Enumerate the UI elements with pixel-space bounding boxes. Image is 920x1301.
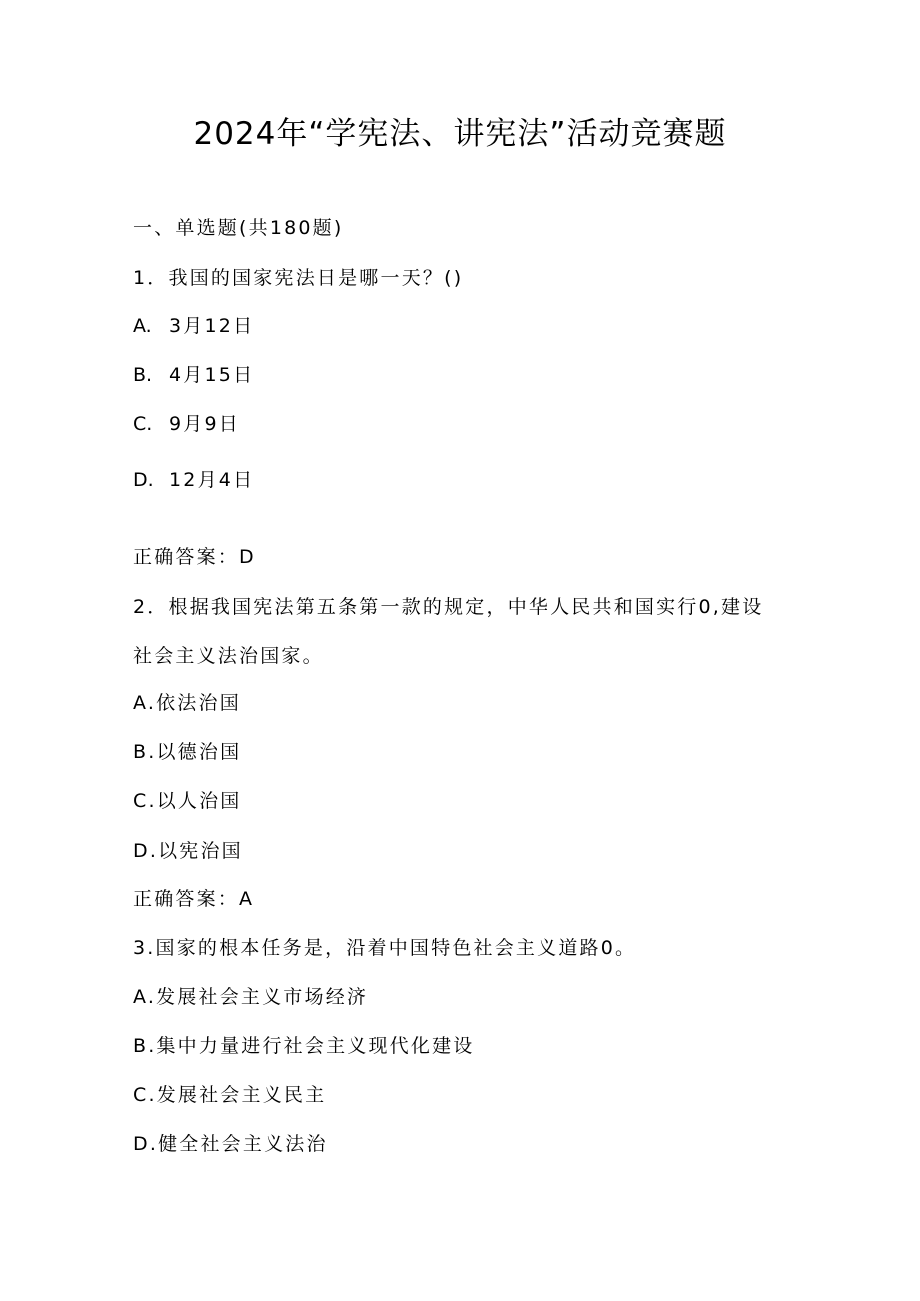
question-2-option-d: D.以宪治国 bbox=[133, 840, 243, 862]
section-heading: 一、单选题(共180题) bbox=[133, 217, 344, 239]
question-1-stem: 1．我国的国家宪法日是哪一天？() bbox=[133, 267, 464, 289]
question-1-answer: 正确答案：D bbox=[133, 546, 256, 568]
question-3-stem: 3.国家的根本任务是，沿着中国特色社会主义道路0。 bbox=[133, 937, 637, 959]
question-3-option-a: A.发展社会主义市场经济 bbox=[133, 986, 369, 1008]
question-2-stem-line-1: 2．根据我国宪法第五条第一款的规定，中华人民共和国实行0,建设 bbox=[133, 596, 764, 618]
option-text: 9月9日 bbox=[169, 413, 240, 435]
question-2-stem-line-2: 社会主义法治国家。 bbox=[133, 645, 324, 667]
option-text: 3月12日 bbox=[169, 315, 255, 337]
option-text: 4月15日 bbox=[169, 364, 255, 386]
option-letter: D. bbox=[133, 469, 154, 491]
question-2-option-a: A.依法治国 bbox=[133, 692, 241, 714]
question-1-option-d bbox=[133, 467, 254, 493]
question-3-option-c: C.发展社会主义民主 bbox=[133, 1084, 327, 1106]
question-1-option-a bbox=[133, 313, 254, 339]
question-2-option-c: C.以人治国 bbox=[133, 790, 242, 812]
question-3-option-d: D.健全社会主义法治 bbox=[133, 1133, 328, 1155]
question-3-option-b: B.集中力量进行社会主义现代化建设 bbox=[133, 1035, 475, 1057]
question-2-option-b: B.以德治国 bbox=[133, 741, 242, 763]
question-1-option-b bbox=[133, 362, 254, 388]
option-text: 12月4日 bbox=[169, 469, 255, 491]
document-title: 2024年“学宪法、讲宪法”活动竞赛题 bbox=[193, 116, 727, 152]
option-letter: B. bbox=[133, 364, 153, 386]
question-2-answer: 正确答案：A bbox=[133, 888, 255, 910]
option-letter: A. bbox=[133, 315, 152, 337]
option-letter: C. bbox=[133, 413, 153, 435]
question-1-option-c bbox=[133, 411, 240, 437]
